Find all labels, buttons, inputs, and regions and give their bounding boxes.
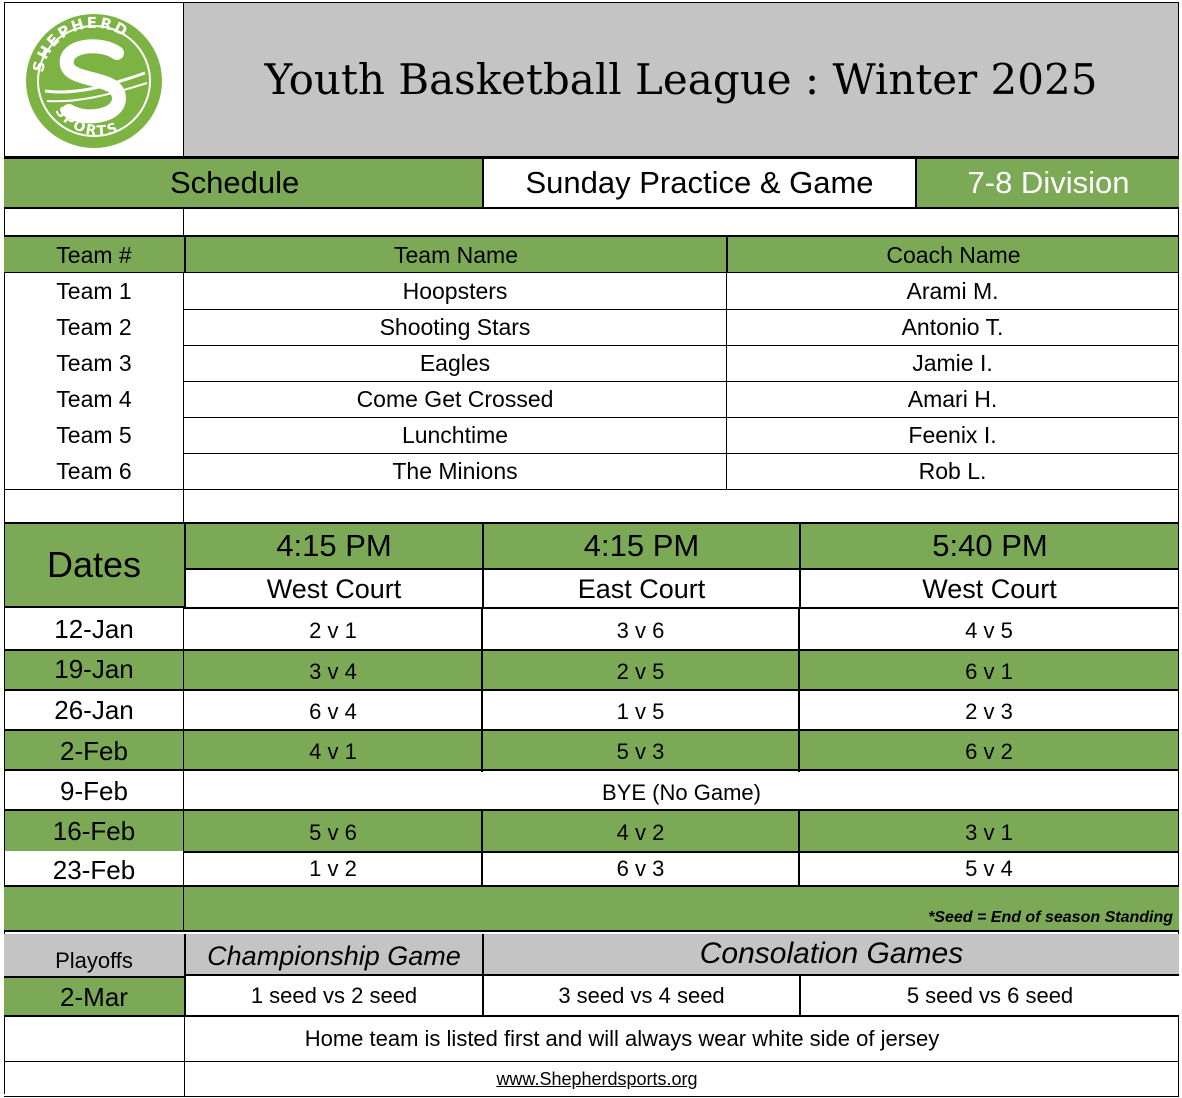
dates-label: Dates [46, 544, 142, 585]
playoff-game: 1 seed vs 2 seed [184, 976, 482, 1016]
team-name: Shooting Stars [379, 313, 531, 340]
bye-week: BYE (No Game) [602, 780, 761, 805]
game-matchup: 5 v 6 [309, 820, 357, 845]
game-date: 16-Feb [52, 815, 136, 846]
website-link[interactable]: www.Shepherdsports.org [184, 1062, 1179, 1096]
game-matchup: 6 v 1 [965, 659, 1013, 684]
game-matchup: 4 v 5 [965, 618, 1013, 643]
game-matchup: 3 v 1 [965, 820, 1013, 845]
game-date: 26-Jan [54, 694, 134, 725]
logo-cell [4, 2, 184, 157]
dates-header [4, 524, 184, 608]
page-title: Youth Basketball League : Winter 2025 [184, 2, 1179, 157]
team-num: Team 2 [56, 313, 132, 340]
coach-name-header: Coach Name [726, 237, 1179, 273]
coach-name: Rob L. [918, 457, 987, 484]
slot-court: East Court [482, 568, 799, 608]
team-num: Team 5 [56, 421, 132, 448]
game-matchup: 4 v 2 [616, 820, 665, 845]
slot-court: West Court [184, 568, 482, 608]
team-name: Come Get Crossed [356, 385, 554, 412]
team-num: Team 3 [56, 349, 132, 376]
game-date: 2-Feb [60, 735, 128, 766]
playoff-date: 2-Mar [4, 976, 184, 1016]
home-team-note: Home team is listed first and will always wear white side of jersey [184, 1017, 1179, 1061]
game-matchup: 3 v 6 [616, 618, 665, 643]
team-name: Lunchtime [401, 421, 509, 448]
game-date: 9-Feb [60, 775, 128, 806]
seed-note: *Seed = End of season Standing [928, 909, 1173, 926]
shepherd-sports-logo [5, 3, 183, 156]
game-matchup: 2 v 5 [616, 659, 665, 684]
game-date: 19-Jan [54, 653, 134, 684]
game-matchup: 2 v 1 [309, 618, 357, 643]
game-matchup: 3 v 4 [309, 659, 357, 684]
logo-text-top: SHEPHERD [29, 13, 133, 74]
team-num: Team 6 [56, 457, 132, 484]
team-num: Team 4 [56, 385, 132, 412]
session-label: Sunday Practice & Game [482, 159, 917, 207]
slot-court: West Court [799, 568, 1179, 608]
game-matchup: 4 v 1 [309, 739, 357, 764]
team-num-header: Team # [56, 241, 132, 268]
championship-label: Championship Game [184, 934, 482, 976]
playoff-game: 5 seed vs 6 seed [799, 976, 1179, 1016]
consolation-label: Consolation Games [482, 934, 1179, 976]
coach-name: Arami M. [906, 277, 999, 304]
team-name-header: Team Name [184, 237, 726, 273]
team-num: Team 1 [56, 277, 132, 304]
coach-name: Antonio T. [901, 313, 1004, 340]
coach-name: Amari H. [907, 385, 998, 412]
team-name: Eagles [419, 349, 491, 376]
game-matchup: 6 v 4 [309, 699, 357, 724]
blank-row [4, 209, 1179, 237]
game-matchup: 2 v 3 [965, 699, 1013, 724]
game-matchup: 5 v 4 [965, 856, 1013, 881]
game-matchup: 1 v 2 [309, 856, 357, 881]
schedule-label: Schedule [170, 165, 300, 200]
team-name: Hoopsters [402, 277, 508, 304]
game-date: 12-Jan [54, 613, 134, 644]
slot-time: 5:40 PM [799, 524, 1179, 568]
game-matchup: 1 v 5 [616, 699, 665, 724]
game-date: 23-Feb [52, 854, 136, 885]
division-label: 7-8 Division [967, 165, 1130, 200]
team-name: The Minions [392, 457, 518, 484]
slot-time: 4:15 PM [184, 524, 482, 568]
playoffs-label: Playoffs [4, 934, 184, 976]
game-matchup: 5 v 3 [616, 739, 665, 764]
coach-name: Feenix I. [908, 421, 997, 448]
slot-time: 4:15 PM [482, 524, 799, 568]
logo-text-bottom: SPORTS [51, 103, 122, 140]
coach-name: Jamie I. [912, 349, 993, 376]
playoff-game: 3 seed vs 4 seed [482, 976, 799, 1016]
game-matchup: 6 v 3 [616, 856, 665, 881]
game-matchup: 6 v 2 [965, 739, 1013, 764]
